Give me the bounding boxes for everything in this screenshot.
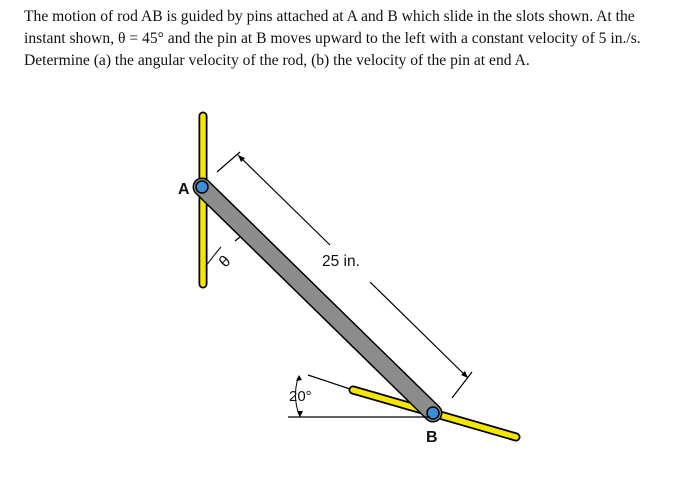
length-label: 25 in. [322,253,360,270]
theta-arrow [235,237,240,241]
angle-arrow-top [296,375,302,381]
rod-ab-fill [202,187,433,413]
problem-line-2: instant shown, θ = 45° and the pin at B moves upward to the left with a constant velocity of 5 in./s. [24,30,641,47]
problem-line-3: Determine (a) the angular velocity of the rod, (b) the velocity of the pin at end A. [24,52,530,69]
dimension-ext-top [217,152,240,172]
slot-direction-line [308,375,350,389]
angle-arrow-bottom [297,411,303,417]
point-a-label: A [178,181,190,198]
theta-label: θ [216,252,235,272]
problem-line-1: The motion of rod AB is guided by pins attached at A and B which slide in the slots shown. At the [24,8,635,25]
pin-a [196,181,208,193]
point-b-label: B [426,429,438,446]
slot-angle-label: 20° [289,388,312,405]
dimension-ext-bottom [452,372,472,398]
